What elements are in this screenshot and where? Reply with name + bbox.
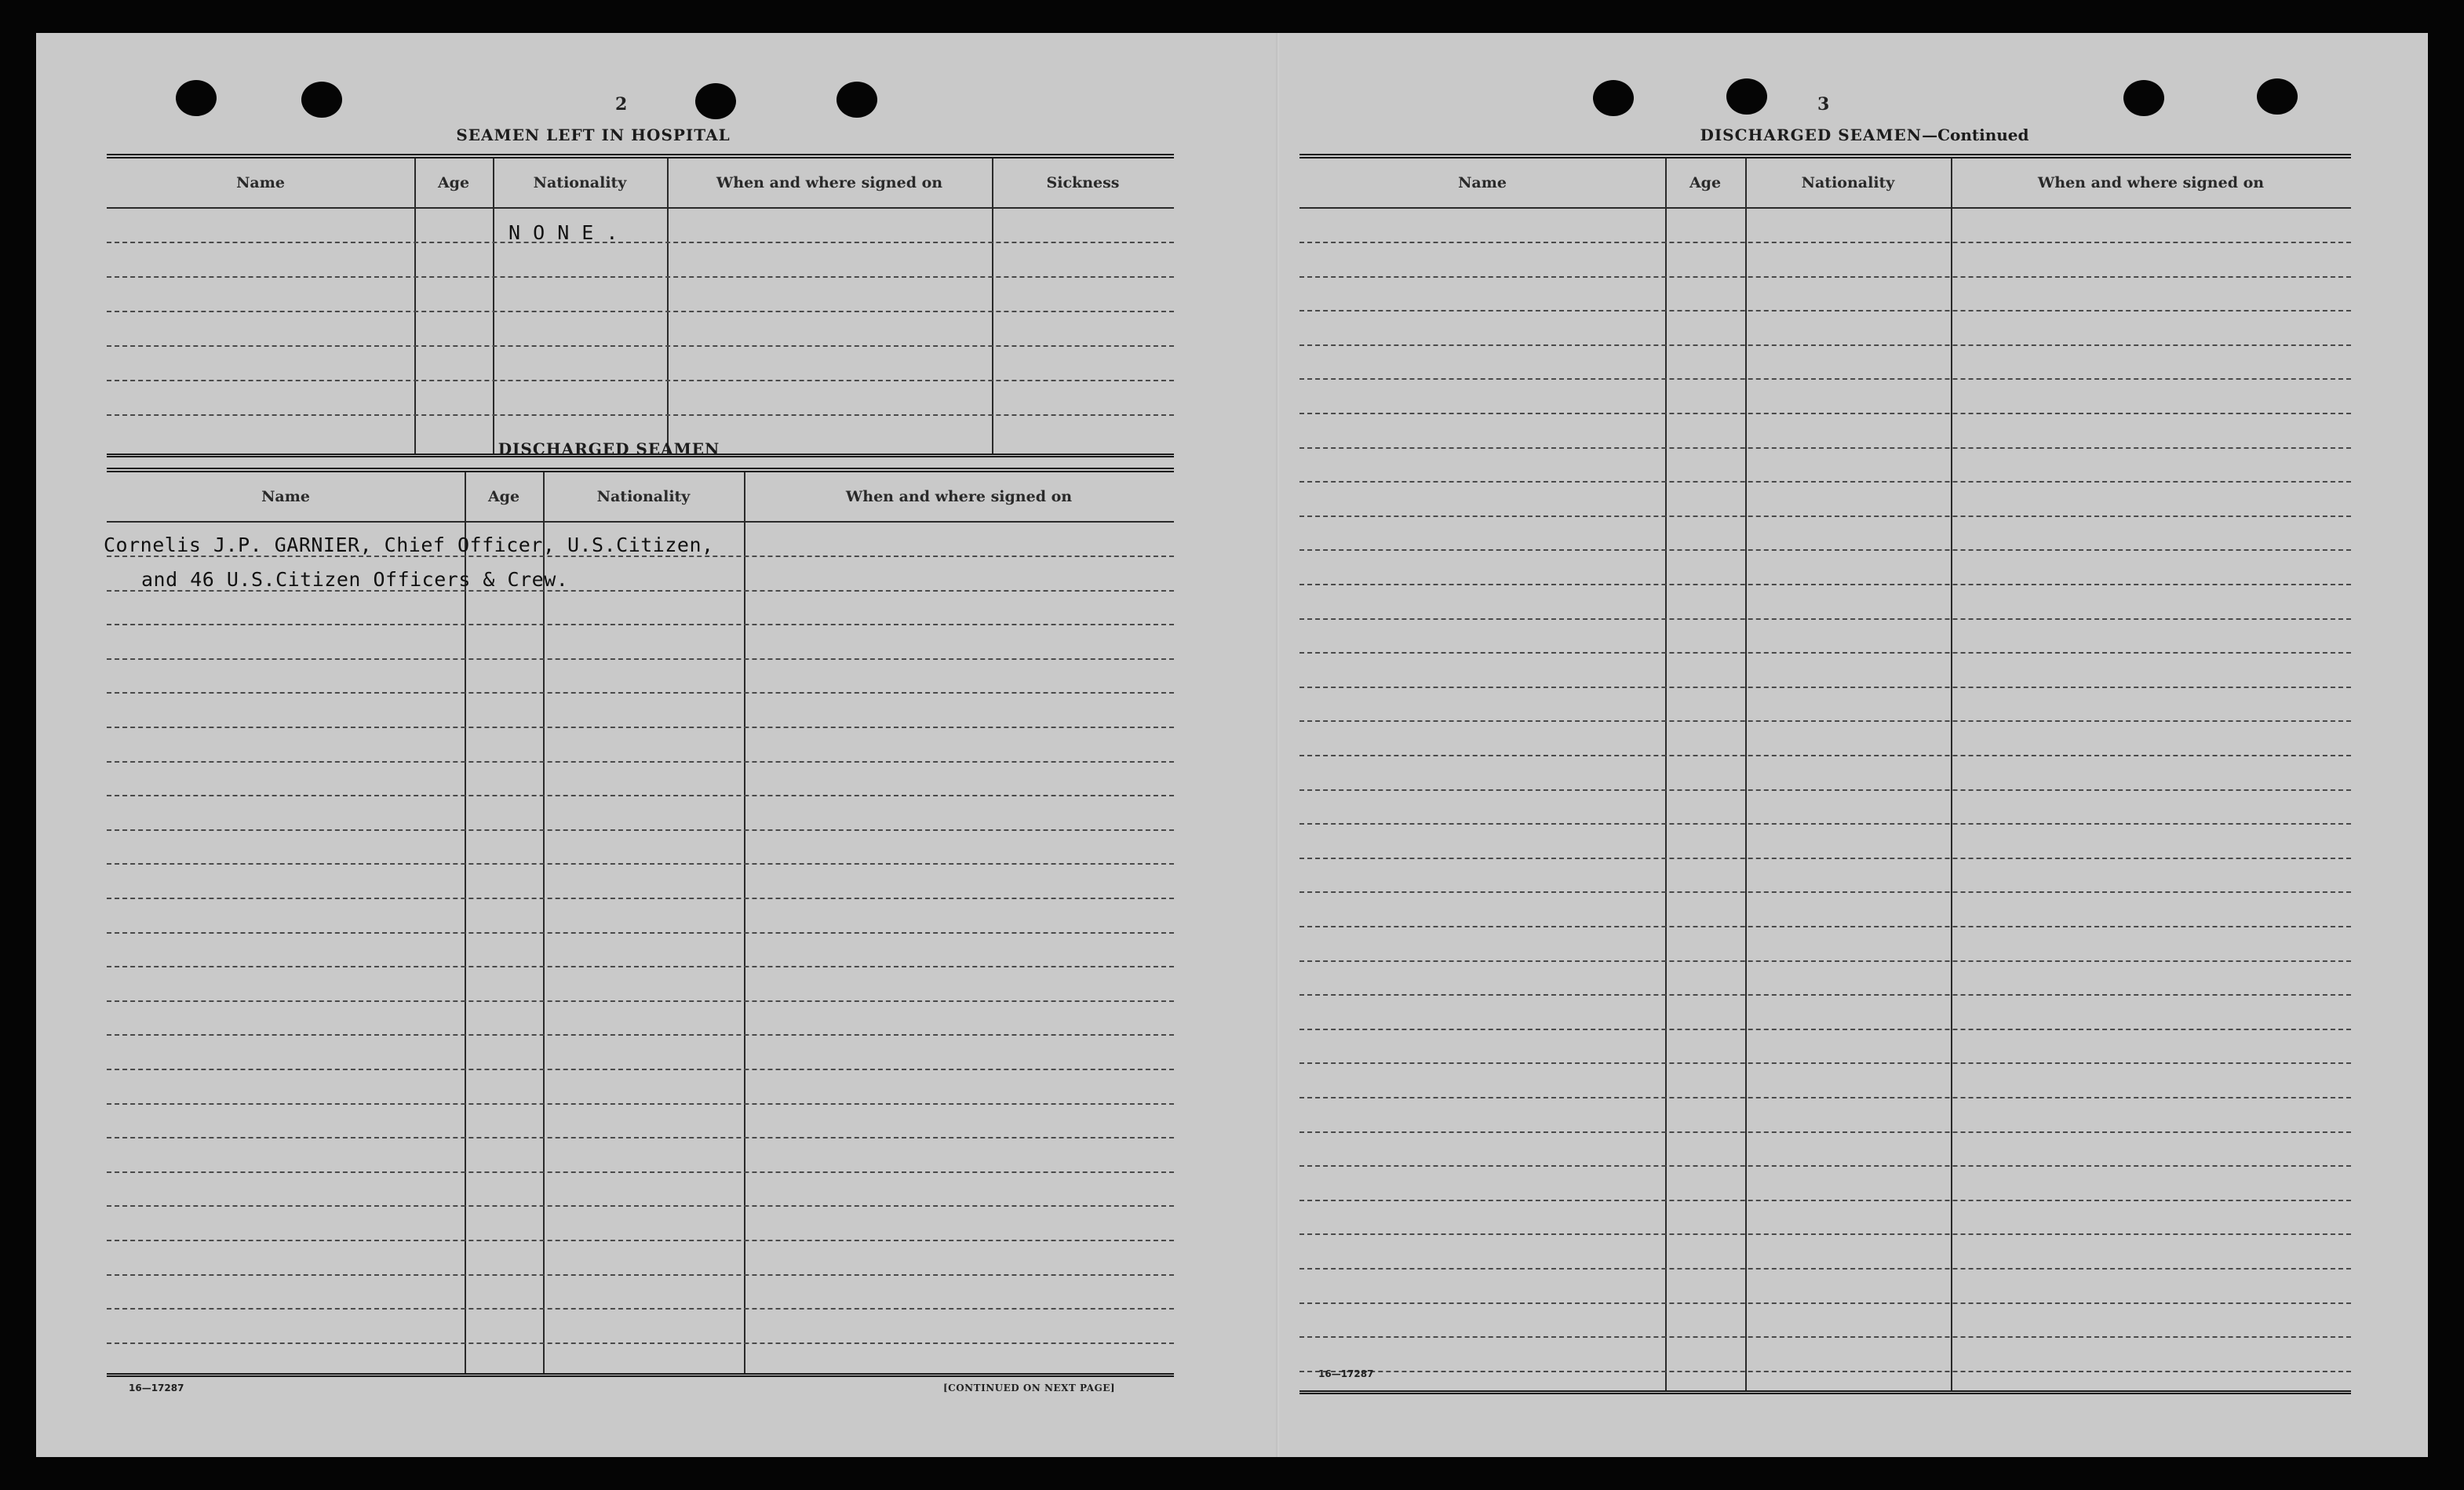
- row-rule: [1299, 1302, 2351, 1304]
- row-rule: [107, 414, 1174, 416]
- column-divider: [465, 472, 466, 1373]
- column-divider: [493, 158, 494, 454]
- continued-col-name: Name: [1458, 174, 1507, 191]
- row-rule: [1299, 1062, 2351, 1064]
- left-page-number: 2: [615, 94, 628, 115]
- discharged-col-age: Age: [487, 488, 520, 505]
- row-rule: [1299, 789, 2351, 791]
- continued-col-age: Age: [1689, 174, 1722, 191]
- hospital-col-sickness: Sickness: [1046, 174, 1120, 191]
- column-divider: [667, 158, 669, 454]
- row-rule: [1299, 310, 2351, 311]
- column-divider: [744, 472, 745, 1373]
- row-rule: [107, 658, 1174, 660]
- row-rule: [107, 1205, 1174, 1207]
- right-form-code: 16—17287: [1318, 1368, 1374, 1379]
- row-rule: [1299, 1131, 2351, 1133]
- punch-hole: [2123, 80, 2164, 116]
- row-rule: [1299, 344, 2351, 346]
- column-divider: [1745, 158, 1747, 1390]
- row-rule: [1299, 1029, 2351, 1030]
- discharged-col-nationality: Nationality: [596, 488, 691, 505]
- row-rule: [1299, 1233, 2351, 1235]
- row-rule: [1299, 1200, 2351, 1201]
- discharged-header-row: [107, 472, 1174, 523]
- discharged-section-title: DISCHARGED SEAMEN: [498, 439, 720, 458]
- row-rule: [1299, 549, 2351, 551]
- discharged-continued-table: [1299, 154, 2351, 1394]
- punch-hole: [695, 83, 736, 119]
- row-rule: [1299, 378, 2351, 380]
- row-rule: [107, 727, 1174, 728]
- hospital-section-title: SEAMEN LEFT IN HOSPITAL: [456, 126, 731, 144]
- row-rule: [107, 966, 1174, 967]
- row-rule: [107, 1000, 1174, 1002]
- row-rule: [107, 1069, 1174, 1070]
- row-rule: [1299, 652, 2351, 654]
- row-rule: [107, 1034, 1174, 1036]
- row-rule: [107, 932, 1174, 934]
- row-rule: [1299, 413, 2351, 414]
- right-title-main: DISCHARGED SEAMEN: [1700, 126, 1923, 144]
- row-rule: [107, 380, 1174, 381]
- row-rule: [1299, 447, 2351, 449]
- row-rule: [107, 1171, 1174, 1173]
- row-rule: [1299, 960, 2351, 962]
- continued-col-signed-on: When and where signed on: [2037, 174, 2265, 191]
- column-divider: [992, 158, 993, 454]
- continued-note: [CONTINUED ON NEXT PAGE]: [943, 1383, 1116, 1393]
- row-rule: [1299, 242, 2351, 243]
- punch-hole: [837, 82, 877, 118]
- discharged-table: [107, 468, 1174, 1377]
- row-rule: [1299, 481, 2351, 483]
- discharged-col-name: Name: [261, 488, 310, 505]
- row-rule: [1299, 1165, 2351, 1167]
- hospital-table: [107, 154, 1174, 457]
- hospital-col-age: Age: [437, 174, 470, 191]
- row-rule: [1299, 276, 2351, 278]
- row-rule: [1299, 891, 2351, 893]
- row-rule: [1299, 1371, 2351, 1372]
- row-rule: [107, 1342, 1174, 1344]
- discharged-col-signed-on: When and where signed on: [845, 488, 1073, 505]
- row-rule: [107, 1240, 1174, 1241]
- page-fold: [1276, 33, 1279, 1457]
- row-rule: [107, 624, 1174, 625]
- row-rule: [1299, 1268, 2351, 1270]
- row-rule: [107, 1103, 1174, 1105]
- row-rule: [1299, 823, 2351, 825]
- row-rule: [1299, 755, 2351, 756]
- column-divider: [543, 472, 545, 1373]
- row-rule: [107, 1274, 1174, 1276]
- row-rule: [107, 898, 1174, 899]
- punch-hole: [2257, 78, 2298, 115]
- continued-col-nationality: Nationality: [1801, 174, 1895, 191]
- right-title-suffix: —Continued: [1922, 126, 2029, 144]
- row-rule: [1299, 687, 2351, 688]
- continued-header-row: [1299, 158, 2351, 209]
- right-page-number: 3: [1817, 94, 1830, 115]
- column-divider: [1665, 158, 1667, 1390]
- row-rule: [107, 276, 1174, 278]
- row-rule: [1299, 1336, 2351, 1338]
- row-rule: [1299, 618, 2351, 620]
- row-rule: [1299, 515, 2351, 517]
- row-rule: [107, 242, 1174, 243]
- row-rule: [1299, 926, 2351, 927]
- hospital-header-row: [107, 158, 1174, 209]
- document-sheet: [36, 33, 2428, 1457]
- column-divider: [1951, 158, 1952, 1390]
- column-divider: [414, 158, 416, 454]
- hospital-col-name: Name: [236, 174, 285, 191]
- punch-hole: [1593, 80, 1634, 116]
- hospital-entry-none: N O N E .: [508, 221, 618, 244]
- punch-hole: [176, 80, 217, 116]
- right-section-title: [1527, 126, 2202, 144]
- punch-hole: [301, 82, 342, 118]
- row-rule: [107, 795, 1174, 796]
- row-rule: [107, 863, 1174, 865]
- row-rule: [1299, 994, 2351, 996]
- discharged-entry-line-1: Cornelis J.P. GARNIER, Chief Officer, U.S.Citizen,: [104, 534, 714, 556]
- row-rule: [1299, 584, 2351, 585]
- hospital-col-signed-on: When and where signed on: [716, 174, 943, 191]
- row-rule: [107, 311, 1174, 312]
- left-form-code: 16—17287: [129, 1383, 184, 1393]
- row-rule: [107, 1137, 1174, 1138]
- row-rule: [1299, 720, 2351, 722]
- row-rule: [107, 345, 1174, 347]
- punch-hole: [1726, 78, 1767, 115]
- row-rule: [107, 692, 1174, 694]
- hospital-col-nationality: Nationality: [533, 174, 627, 191]
- row-rule: [107, 1308, 1174, 1310]
- row-rule: [107, 829, 1174, 831]
- row-rule: [1299, 858, 2351, 859]
- row-rule: [1299, 1097, 2351, 1098]
- row-rule: [107, 761, 1174, 763]
- discharged-entry-line-2: and 46 U.S.Citizen Officers & Crew.: [141, 568, 569, 591]
